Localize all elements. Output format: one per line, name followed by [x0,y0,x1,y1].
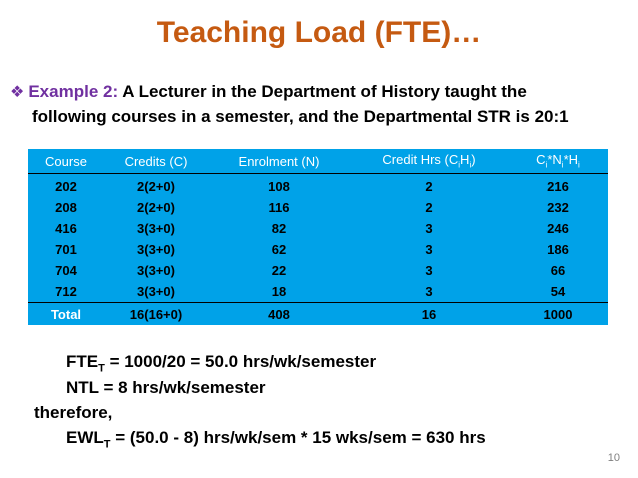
total-credits: 16(16+0) [104,303,208,326]
cell-product: 66 [550,263,566,278]
fte-rest: = 1000/20 = 50.0 hrs/wk/semester [104,352,377,371]
cell-product: 216 [547,179,569,194]
cell-product: 232 [547,200,569,215]
ewl-equation [66,426,486,456]
cell-product: 246 [547,221,569,236]
cell-product: 54 [550,284,566,299]
ewl-prefix: EWL [66,428,104,447]
cell-enrolment: 62 [271,242,287,257]
total-product: 1000 [508,303,608,326]
cell-credits: 3(3+0) [137,284,175,299]
cell-course: 712 [55,284,77,299]
cell-course: 701 [55,242,77,257]
cell-course: 704 [55,263,77,278]
cell-course: 208 [55,200,77,215]
therefore-text: therefore, [34,403,113,422]
cell-credit-hrs: 3 [425,242,433,257]
cell-credits: 3(3+0) [137,263,175,278]
cell-credits: 2(2+0) [137,179,175,194]
cell-enrolment: 22 [271,263,287,278]
table-header-row [28,149,608,174]
table-row [28,197,608,218]
table-row [28,174,608,198]
example-label: Example 2: [28,82,119,101]
table-row [28,239,608,260]
cell-course: 202 [55,179,77,194]
cell-product: 186 [547,242,569,257]
table-row [28,281,608,303]
cell-credit-hrs: 2 [425,200,433,215]
table-row [28,260,608,281]
cell-course: 416 [55,221,77,236]
fte-prefix: FTE [66,352,99,371]
cell-credit-hrs: 2 [425,179,433,194]
slide-title: Teaching Load (FTE)… [156,16,482,49]
cell-credits: 2(2+0) [137,200,175,215]
fte-subscript: T [98,362,105,375]
total-label: Total [28,303,104,326]
cell-enrolment: 116 [268,200,290,215]
header-product: $C_i*N_i*H_i$ [508,149,608,174]
page-number: 10 [607,452,620,464]
example-line1-text: A Lecturer in the Department of History taught the [118,82,527,101]
table-row [28,218,608,239]
cell-enrolment: 108 [268,179,290,194]
header-credit-hrs: Credit Hrs $(C_iH_i)$ [350,149,508,174]
header-course: Course [28,149,104,174]
example-line-2: following courses in a semester, and the Departmental STR is 20:1 [32,107,569,126]
header-enrolment: Enrolment (N) [208,149,350,174]
total-credit-hrs: 16 [350,303,508,326]
cell-credit-hrs: 3 [425,284,433,299]
cell-credits: 3(3+0) [137,221,175,236]
cell-enrolment: 18 [271,284,287,299]
diamond-bullet-icon: ❖ [10,84,25,101]
example-text [10,80,630,129]
ewl-rest: = (50.0 - 8) hrs/wk/sem * 15 wks/sem = 630 hrs [110,428,486,447]
total-enrolment: 408 [208,303,350,326]
cell-credit-hrs: 3 [425,221,433,236]
table-total-row [28,303,608,326]
teaching-load-table [28,149,608,325]
cell-enrolment: 82 [271,221,287,236]
ewl-subscript: T [103,438,111,451]
header-credits: Credits (C) [104,149,208,174]
cell-credit-hrs: 3 [425,263,433,278]
example-line-1 [10,80,630,105]
cell-credits: 3(3+0) [137,242,175,257]
ntl-equation: NTL = 8 hrs/wk/semester [66,378,266,397]
